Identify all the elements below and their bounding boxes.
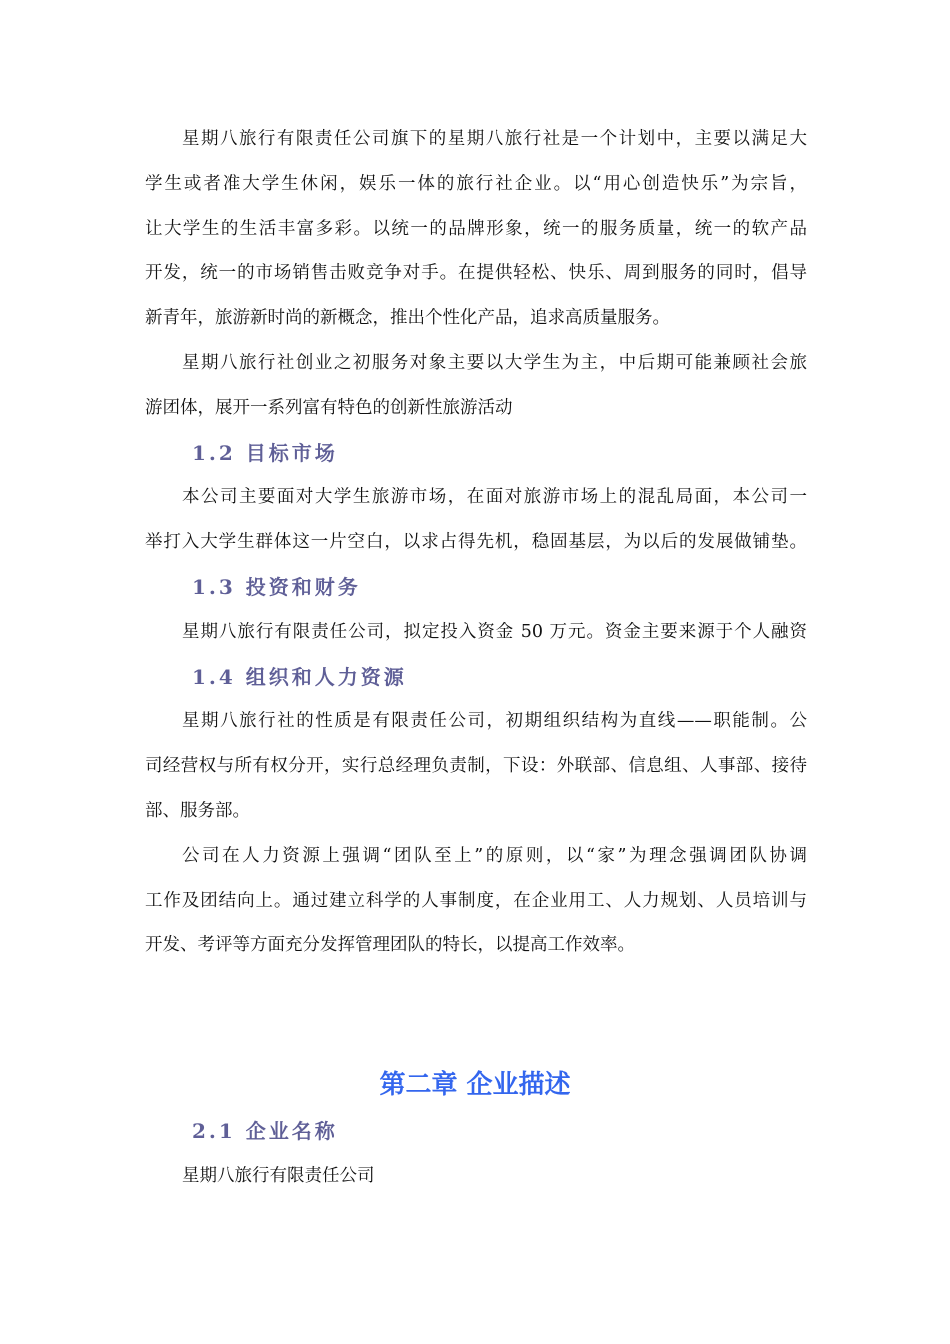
text-line: 星期八旅行有限责任公司，拟定投入资金 50 万元。资金主要来源于个人融资 — [182, 621, 807, 642]
paragraph-investment — [145, 610, 807, 655]
text-line: 星期八旅行社的性质是有限责任公司，初期组织结构为直线——职能制。公 — [182, 711, 807, 732]
document-body — [145, 117, 807, 968]
heading-1-3: 1.3 投资和财务 — [192, 574, 361, 599]
text-line: 本公司主要面对大学生旅游市场，在面对旅游市场上的混乱局面，本公司一 — [182, 487, 807, 508]
text-line: 星期八旅行有限责任公司旗下的星期八旅行社是一个计划中，主要以满足大 — [182, 129, 807, 149]
text-line: 工作及团结向上。通过建立科学的人事制度，在企业用工、人力规划、人员培训与 — [145, 890, 807, 911]
text-line: 开发，统一的市场销售击败竞争对手。在提供轻松、快乐、周到服务的同时，倡导 — [145, 263, 807, 284]
paragraph-human-resources — [145, 834, 807, 968]
text-line: 让大学生的生活丰富多彩。以统一的品牌形象，统一的服务质量，统一的软产品 — [145, 218, 807, 239]
text-line: 公司在人力资源上强调“团队至上”的原则，以“家”为理念强调团队协调 — [182, 845, 807, 866]
text-line: 星期八旅行有限责任公司 — [182, 1165, 375, 1186]
text-line: 开发、考评等方面充分发挥管理团队的特长，以提高工作效率。 — [145, 935, 635, 956]
text-line: 司经营权与所有权分开，实行总经理负责制，下设：外联部、信息组、人事部、接待 — [145, 756, 807, 777]
text-line: 星期八旅行社创业之初服务对象主要以大学生为主，中后期可能兼顾社会旅 — [182, 352, 807, 373]
text-line: 部、服务部。 — [145, 800, 250, 821]
chapter-title: 第二章 企业描述 — [379, 1070, 571, 1100]
text-line: 举打入大学生群体这一片空白，以求占得先机，稳固基层，为以后的发展做铺垫。 — [145, 532, 807, 553]
chapter-2-body — [145, 1109, 807, 1199]
text-line: 学生或者准大学生休闲，娱乐一体的旅行社企业。以“用心创造快乐”为宗旨， — [145, 173, 807, 194]
heading-1-4: 1.4 组织和人力资源 — [192, 664, 407, 689]
paragraph-organization — [145, 699, 807, 833]
paragraph-intro — [145, 117, 807, 341]
paragraph-target-market — [145, 475, 807, 565]
text-line: 新青年，旅游新时尚的新概念，推出个性化产品，追求高质量服务。 — [145, 308, 670, 329]
heading-2-1: 2.1 企业名称 — [192, 1119, 338, 1143]
paragraph-service-target — [145, 341, 807, 431]
text-line: 游团体，展开一系列富有特色的创新性旅游活动 — [145, 397, 513, 418]
heading-1-2: 1.2 目标市场 — [192, 440, 338, 465]
